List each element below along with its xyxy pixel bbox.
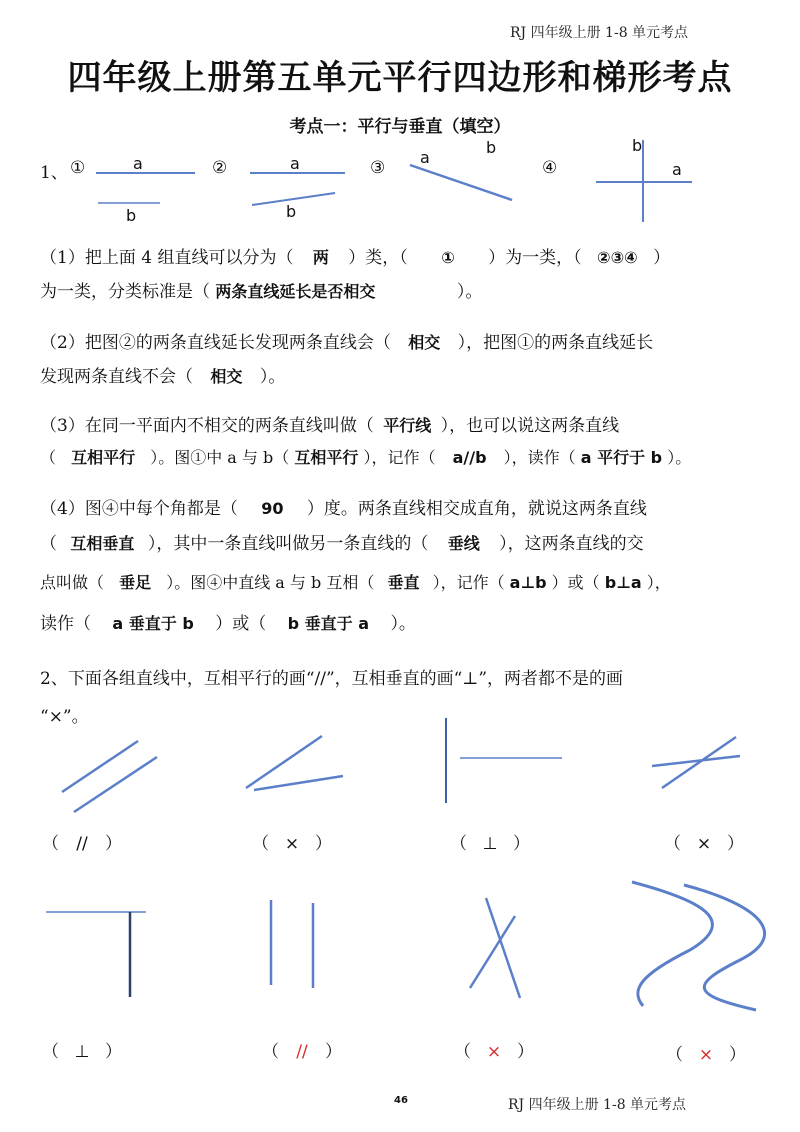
q1-part1-line2: 为一类，分类标准是（ 两条直线延长是否相交 ）。 xyxy=(40,282,483,302)
running-header: RJ 四年级上册 1-8 单元考点 xyxy=(510,25,689,41)
answer-blank: 垂足 xyxy=(119,573,152,592)
answer-blank: a//b xyxy=(452,448,487,467)
answer-blank: a 平行于 b xyxy=(580,448,663,467)
page-title: 四年级上册第五单元平行四边形和梯形考点 xyxy=(67,58,733,98)
answer-blank: 平行线 xyxy=(383,416,432,435)
q1-part2-line1: （2）把图②的两条直线延长发现两条直线会（ 相交 ），把图①的两条直线延长 xyxy=(40,333,654,353)
q2-answer-7: （ × ） xyxy=(454,1042,534,1062)
q2-fig8-curve1 xyxy=(632,882,712,1006)
q2-answer-6: （ // ） xyxy=(262,1042,342,1062)
answer-blank: 相交 xyxy=(210,367,243,386)
q2-instruction-line1: 2、下面各组直线中，互相平行的画“//”，互相垂直的画“⊥”，两者都不是的画 xyxy=(40,669,624,689)
q2-answer-4: （ × ） xyxy=(664,834,744,854)
q2-fig1-line1 xyxy=(62,741,138,792)
answer-blank: a⊥b xyxy=(509,573,547,592)
section-subtitle: 考点一：平行与垂直（填空） xyxy=(289,117,511,137)
q2-answer-3: （ ⊥ ） xyxy=(450,834,530,854)
q2-fig7-line2 xyxy=(470,916,515,988)
answer-blank: 互相平行 xyxy=(294,448,359,467)
fig4-label-a: a xyxy=(672,160,682,179)
running-footer: RJ 四年级上册 1-8 单元考点 xyxy=(508,1097,687,1113)
q1-part4-line3: 点叫做（ 垂足 ）。图④中直线 a 与 b 互相（ 垂直 ），记作（ a⊥b ）或（ b⊥a ）， xyxy=(40,573,671,592)
fig1-label-b: b xyxy=(126,206,137,225)
answer-blank: a 垂直于 b xyxy=(112,614,194,633)
answer-blank: 垂直 xyxy=(387,573,420,592)
q1-part4-line2: （ 互相垂直 ），其中一条直线叫做另一条直线的（ 垂线 ），这两条直线的交 xyxy=(40,534,644,554)
fig2-label-b: b xyxy=(286,202,297,221)
answer-blank: 互相平行 xyxy=(71,448,136,467)
answer-blank: 互相垂直 xyxy=(70,534,135,553)
fig3-label-a: a xyxy=(420,148,430,167)
fig-number-3: ③ xyxy=(370,158,386,178)
q1-part4-line1: （4）图④中每个角都是（ 90 ）度。两条直线相交成直角，就说这两条直线 xyxy=(40,499,647,519)
q2-fig7-line1 xyxy=(486,898,520,998)
fig3-label-b: b xyxy=(486,138,497,157)
fig-number-2: ② xyxy=(212,158,228,178)
q1-part3-line2: （ 互相平行 ）。图①中 a 与 b（ 互相平行 ），记作（ a//b ），读作（ a 平行于 b ）。 xyxy=(40,448,692,467)
q2-answer-1: （ // ） xyxy=(42,834,122,854)
answer-blank: ① xyxy=(441,248,455,267)
q1-part3-line1: （3）在同一平面内不相交的两条直线叫做（ 平行线 ），也可以说这两条直线 xyxy=(40,416,620,436)
q2-fig1-line2 xyxy=(74,757,157,812)
q2-answer-2: （ × ） xyxy=(252,834,332,854)
q2-instruction-line2: “×”。 xyxy=(40,707,89,727)
q1-part1-line1: （1）把上面 4 组直线可以分为（ 两 ）类，（ ① ）为一类，（ ②③④ ） xyxy=(40,248,671,268)
q2-answer-8: （ × ） xyxy=(666,1045,746,1065)
answer-blank: ②③④ xyxy=(597,248,638,267)
fig-number-4: ④ xyxy=(542,158,558,178)
q1-part4-line4: 读作（ a 垂直于 b ）或（ b 垂直于 a ）。 xyxy=(40,614,416,634)
fig-number-1: ① xyxy=(70,158,86,178)
fig1-label-a: a xyxy=(133,154,143,173)
page-number: 46 xyxy=(394,1095,408,1106)
q1-label: 1、 xyxy=(40,163,68,183)
answer-blank: b⊥a xyxy=(604,573,642,592)
answer-blank: 90 xyxy=(261,499,284,518)
answer-blank: 两条直线延长是否相交 xyxy=(215,282,376,301)
answer-blank: 两 xyxy=(312,248,329,267)
fig3-line-a xyxy=(410,165,512,200)
q2-fig2-line2 xyxy=(254,776,343,790)
answer-blank: 相交 xyxy=(408,333,441,352)
answer-blank: 垂线 xyxy=(447,534,480,553)
fig4-label-b: b xyxy=(632,136,643,155)
q1-part2-line2: 发现两条直线不会（ 相交 ）。 xyxy=(40,367,286,387)
fig2-label-a: a xyxy=(290,154,300,173)
answer-blank: b 垂直于 a xyxy=(287,614,370,633)
q2-answer-5: （ ⊥ ） xyxy=(42,1042,122,1062)
